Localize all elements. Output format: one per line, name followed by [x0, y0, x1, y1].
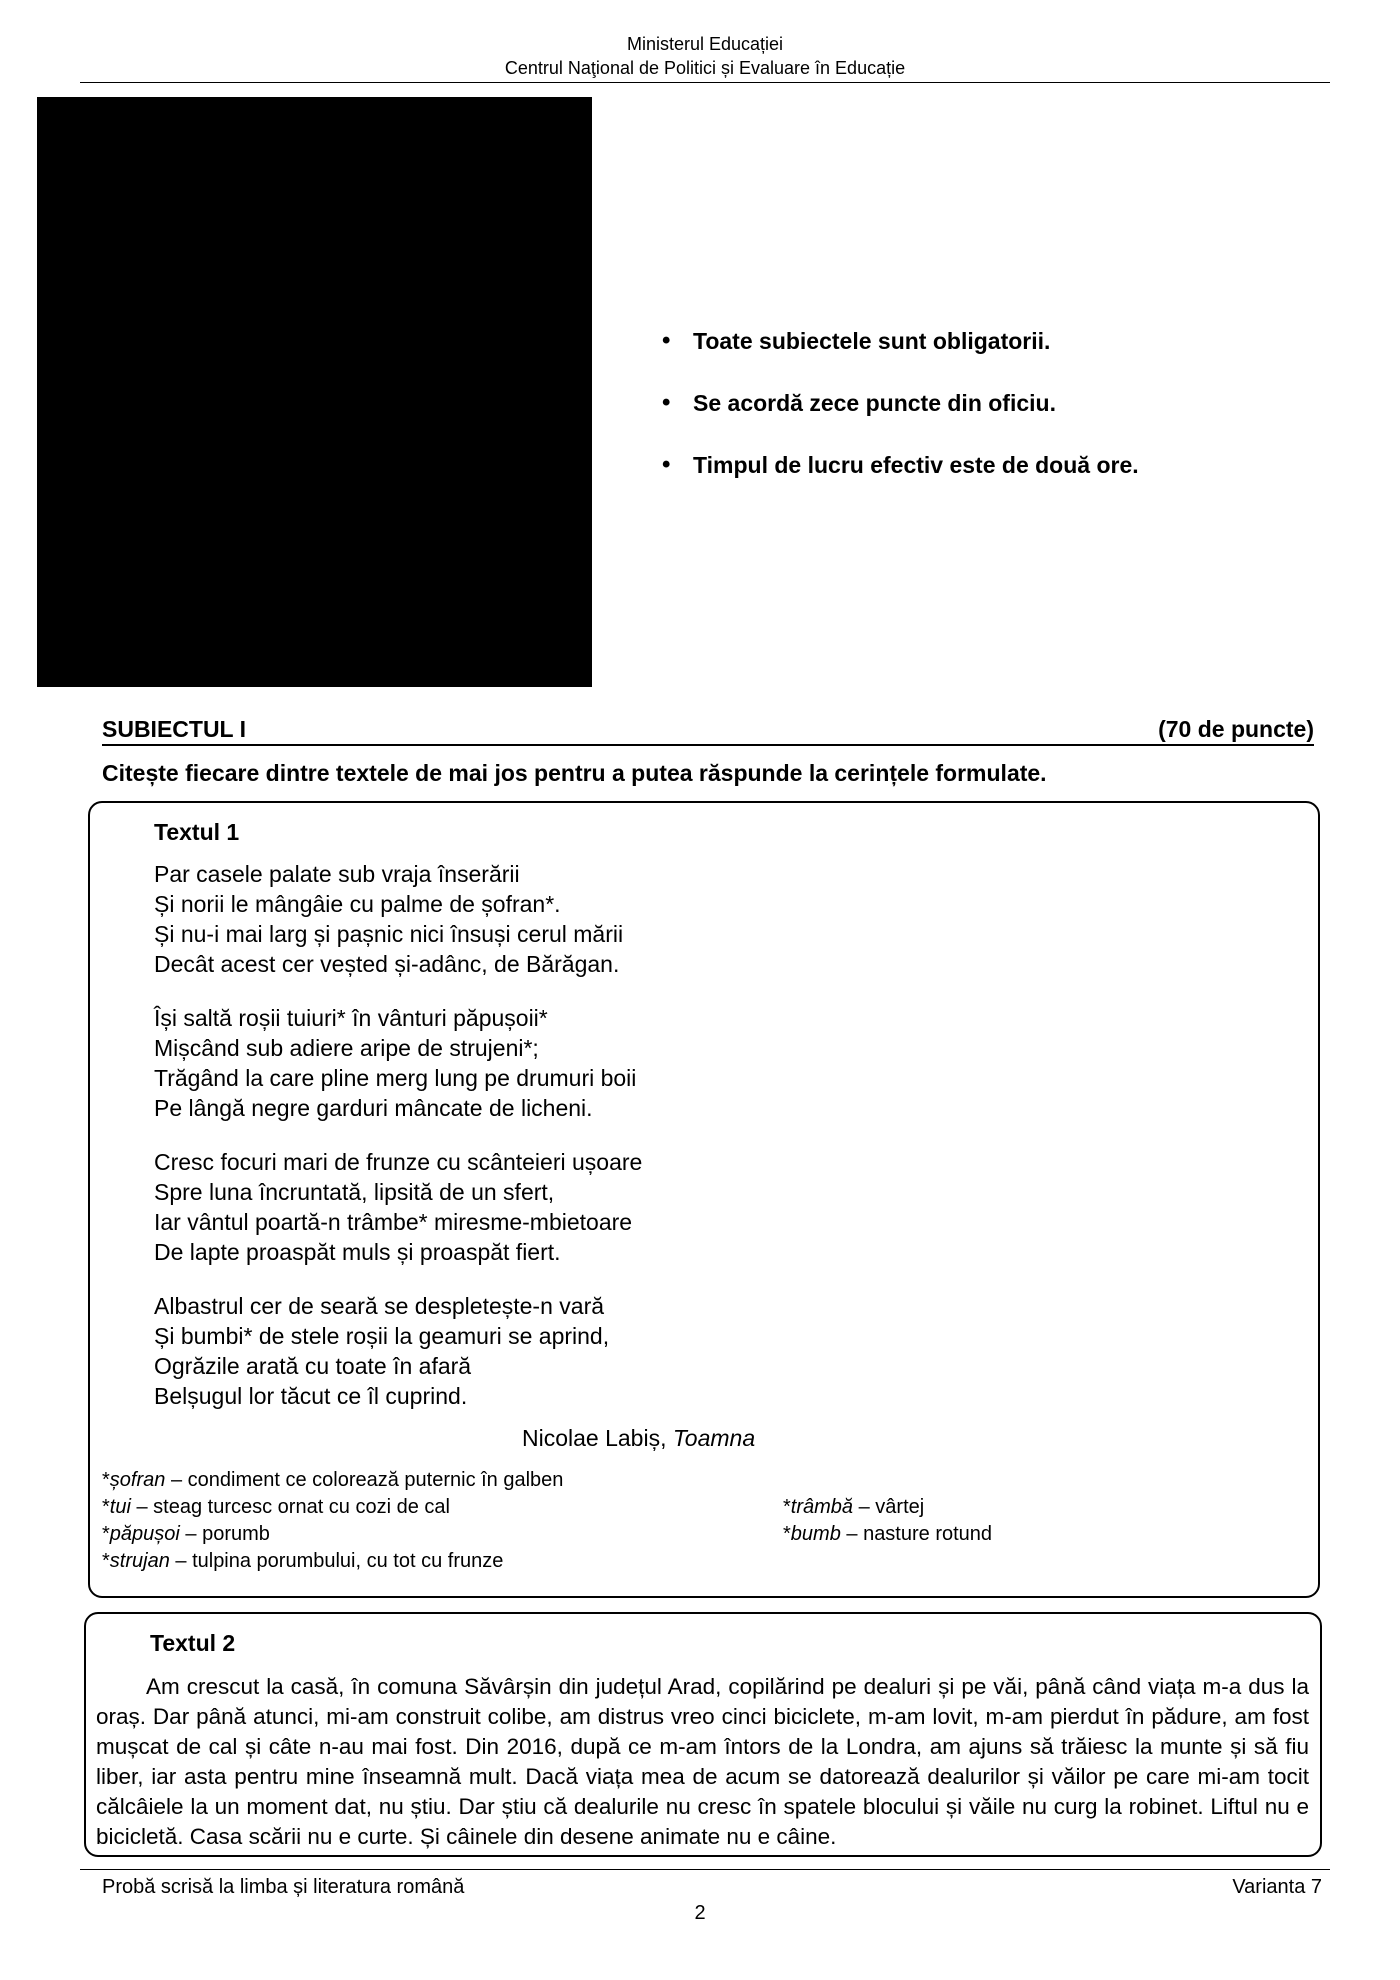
author-name: Nicolae Labiș, — [522, 1425, 667, 1451]
poem-line: Își saltă roșii tuiuri* în vânturi păpușoii* — [154, 1005, 548, 1031]
instruction-item: • Timpul de lucru efectiv este de două ore. — [662, 451, 1139, 478]
poem-line: Și bumbi* de stele roșii la geamuri se aprind, — [154, 1323, 610, 1349]
poem-line: Ogrăzile arată cu toate în afară — [154, 1353, 472, 1379]
glossary-entry: *trâmbă – vârtej — [783, 1496, 925, 1518]
poem-line: Decât acest cer veșted și-adânc, de Bărăgan. — [154, 951, 620, 977]
glossary-entry: *strujan – tulpina porumbului, cu tot cu frunze — [102, 1550, 504, 1572]
text1-title: Textul 1 — [154, 819, 240, 845]
text2-body: Am crescut la casă, în comuna Săvârșin din județul Arad, copilărind pe dealuri și pe văi, până când viața m-a dus la oraș. Dar până atunci, mi-am construit colibe, am distrus vreo cinci biciclete, m-am lovit, m-am pierdut în pădure, am fost mușcat de cal și câte n-au mai fost. Din 2016, după ce m-am întors de la Londra, am ajuns să trăiesc la munte și să fiu liber, iar asta pentru mine înseamnă mult. Dacă viața mea de acum se datorează dealurilor și văilor pe care mi-am tocit călcâiele la un moment dat, nu știu. Dar știu că dealurile nu cresc în spatele blocului și văile nu curg la robinet. Liftul nu e bicicletă. Casa scării nu e curte. Și câinele din desene animate nu e câine. — [96, 1674, 1309, 1849]
poem-attribution — [522, 1423, 755, 1453]
document-header — [80, 32, 1330, 83]
instructions-list — [658, 326, 1308, 512]
poem-line: Iar vântul poartă-n trâmbe* miresme-mbietoare — [154, 1209, 633, 1235]
subject-intro: Citește fiecare dintre textele de mai jos pentru a putea răspunde la cerințele formulate. — [102, 760, 1047, 786]
instruction-item: • Toate subiectele sunt obligatorii. — [662, 327, 1051, 354]
bullet-icon: • — [662, 389, 671, 416]
page-number: 2 — [694, 1902, 706, 1924]
variant-label: Varianta 7 — [1232, 1876, 1322, 1898]
header-ministry: Ministerul Educației — [626, 34, 784, 54]
poem-line: Trăgând la care pline merg lung pe drumuri boii — [154, 1065, 637, 1091]
poem-line: Și nu-i mai larg și pașnic nici însuși cerul mării — [154, 921, 624, 947]
poem-stanza — [154, 1147, 854, 1267]
instruction-item: • Se acordă zece puncte din oficiu. — [662, 389, 1056, 416]
poem-line: Și norii le mângâie cu palme de șofran*. — [154, 891, 561, 917]
redacted-block — [37, 97, 592, 687]
exam-name: Probă scrisă la limba și literatura română — [102, 1876, 465, 1898]
subject-points: (70 de puncte) — [1158, 716, 1314, 742]
poem-line: Spre luna încruntată, lipsită de un sfert, — [154, 1179, 555, 1205]
poem-stanza — [154, 859, 854, 979]
poem-line: Albastrul cer de seară se despletește-n vară — [154, 1293, 605, 1319]
poem-line: Pe lângă negre garduri mâncate de licheni. — [154, 1095, 593, 1121]
poem-stanza — [154, 1003, 854, 1123]
text1-box — [88, 801, 1320, 1598]
poem-line: Par casele palate sub vraja înserării — [154, 861, 520, 887]
bullet-icon: • — [662, 451, 671, 478]
text2-box — [84, 1612, 1322, 1857]
poem-line: Cresc focuri mari de frunze cu scânteieri ușoare — [154, 1149, 643, 1175]
glossary-entry: *păpușoi – porumb — [102, 1523, 270, 1545]
poem — [154, 859, 854, 1435]
text2-title: Textul 2 — [150, 1630, 236, 1656]
subject-title: SUBIECTUL I — [102, 716, 246, 742]
poem-line: Belșugul lor tăcut ce îl cuprind. — [154, 1383, 468, 1409]
glossary-entry: *șofran – condiment ce colorează puternic în galben — [102, 1469, 564, 1491]
header-center: Centrul Naţional de Politici și Evaluare în Educație — [504, 58, 906, 78]
work-title: Toamna — [672, 1425, 756, 1451]
subject-heading — [102, 714, 1314, 746]
glossary-entry: *bumb – nasture rotund — [783, 1523, 993, 1545]
glossary-entry: *tui – steag turcesc ornat cu cozi de cal — [102, 1496, 450, 1518]
poem-line: Mișcând sub adiere aripe de strujeni*; — [154, 1035, 539, 1061]
poem-line: De lapte proaspăt muls și proaspăt fiert. — [154, 1239, 561, 1265]
bullet-icon: • — [662, 327, 671, 354]
poem-stanza — [154, 1291, 854, 1411]
document-footer — [80, 1869, 1330, 1900]
